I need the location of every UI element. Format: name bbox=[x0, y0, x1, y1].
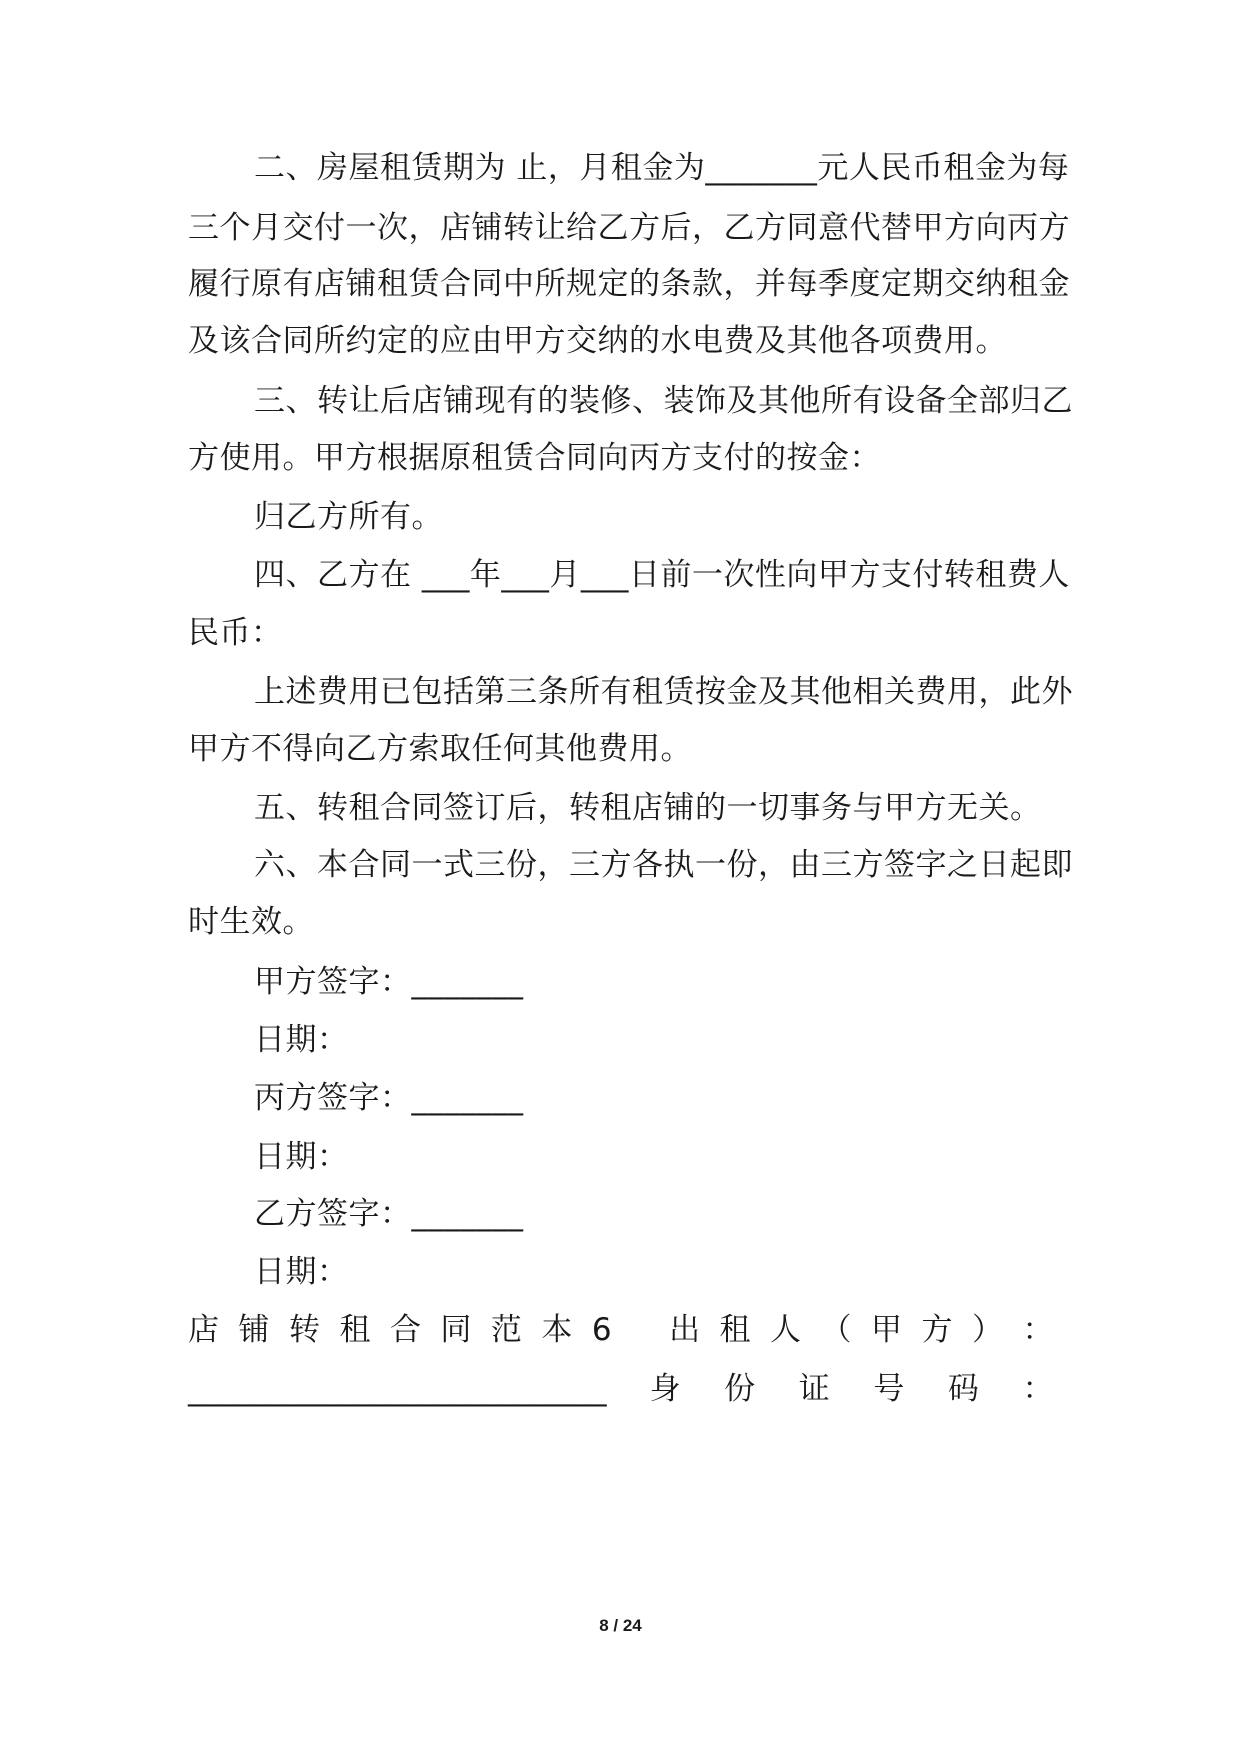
paragraph-4-line-1: 四、乙方在 ___年___月___日前一次性向甲方支付转租费人 bbox=[254, 557, 1070, 593]
heading-char: 人 bbox=[770, 1312, 802, 1348]
heading-char: 合 bbox=[389, 1312, 422, 1348]
id-char: 证 bbox=[798, 1371, 831, 1407]
party-a-signature: 甲方签字：_______ bbox=[254, 964, 524, 1000]
heading-char: ） bbox=[971, 1312, 1004, 1348]
paragraph-2-line-1: 二、房屋租赁期为 止，月租金为_______元人民币租金为每 bbox=[254, 150, 1070, 186]
party-a-date: 日期： bbox=[254, 1022, 349, 1058]
heading-char: 租 bbox=[719, 1312, 752, 1348]
paragraph-4b-line-2: 甲方不得向乙方索取任何其他费用。 bbox=[188, 731, 692, 767]
paragraph-2-line-4: 及该合同所约定的应由甲方交纳的水电费及其他各项费用。 bbox=[188, 323, 1007, 359]
paragraph-2-line-3: 履行原有店铺租赁合同中所规定的条款，并每季度定期交纳租金 bbox=[188, 266, 1070, 302]
id-number-line bbox=[188, 1357, 1054, 1421]
paragraph-3-line-2: 方使用。甲方根据原租赁合同向丙方支付的按金： bbox=[188, 440, 881, 476]
id-char: 份 bbox=[724, 1371, 756, 1407]
heading-char: 6 bbox=[591, 1312, 613, 1348]
paragraph-4-line-2: 民币： bbox=[188, 615, 283, 651]
paragraph-3-line-1: 三、转让后店铺现有的装修、装饰及其他所有设备全部归乙 bbox=[254, 383, 1073, 419]
paragraph-3-line-3: 归乙方所有。 bbox=[254, 499, 443, 535]
heading-char: 店 bbox=[188, 1312, 220, 1348]
paragraph-2-line-2: 三个月交付一次，店铺转让给乙方后，乙方同意代替甲方向丙方 bbox=[188, 210, 1070, 246]
paragraph-6-line-2: 时生效。 bbox=[188, 904, 314, 940]
heading-char: 租 bbox=[339, 1312, 371, 1348]
paragraph-6-line-1: 六、本合同一式三份，三方各执一份，由三方签字之日起即 bbox=[254, 847, 1073, 883]
paragraph-5-line-1: 五、转租合同签订后，转租店铺的一切事务与甲方无关。 bbox=[254, 790, 1042, 826]
party-b-date: 日期： bbox=[254, 1254, 349, 1290]
paragraph-4b-line-1: 上述费用已包括第三条所有租赁按金及其他相关费用，此外 bbox=[254, 674, 1073, 710]
template-heading-line bbox=[188, 1298, 1054, 1362]
heading-char: （ bbox=[820, 1312, 853, 1348]
heading-char: 方 bbox=[921, 1312, 953, 1348]
heading-char: 同 bbox=[440, 1312, 472, 1348]
party-c-date: 日期： bbox=[254, 1139, 349, 1175]
party-c-signature: 丙方签字：_______ bbox=[254, 1080, 524, 1116]
heading-char: 转 bbox=[288, 1312, 321, 1348]
heading-char: ： bbox=[1022, 1312, 1054, 1348]
heading-char: 铺 bbox=[238, 1312, 270, 1348]
id-char: 身 bbox=[649, 1371, 682, 1407]
heading-char: 出 bbox=[669, 1312, 701, 1348]
page-number: 8 / 24 bbox=[599, 1616, 642, 1635]
blank-underline: ___________________________ bbox=[188, 1371, 607, 1407]
id-char: 码 bbox=[947, 1371, 980, 1407]
heading-char: 甲 bbox=[871, 1312, 903, 1348]
id-char: ： bbox=[1022, 1371, 1054, 1407]
heading-char: 本 bbox=[541, 1312, 573, 1348]
heading-char: 范 bbox=[490, 1312, 523, 1348]
id-char: 号 bbox=[873, 1371, 905, 1407]
party-b-signature: 乙方签字：_______ bbox=[254, 1196, 524, 1232]
